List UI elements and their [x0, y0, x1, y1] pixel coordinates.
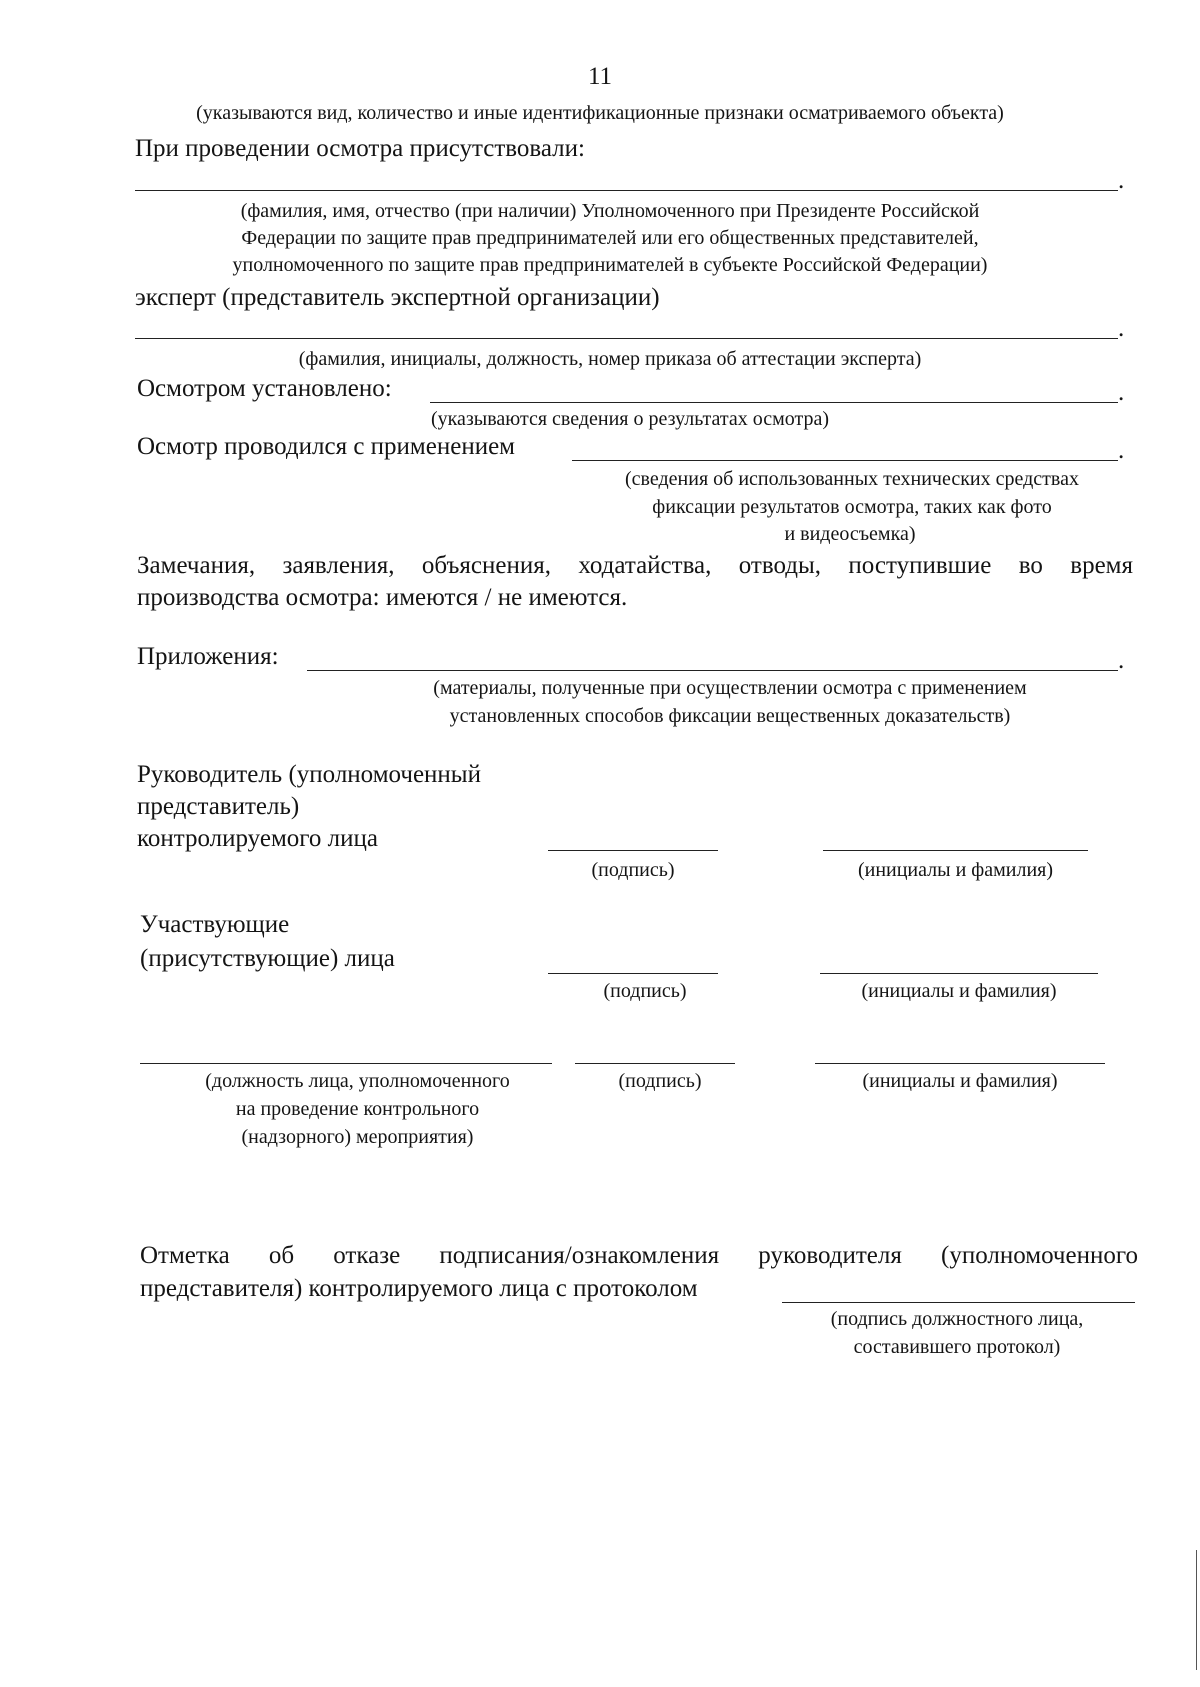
present-note-line-1: (фамилия, имя, отчество (при наличии) Уполномоченного при Президенте Российской	[240, 200, 980, 222]
remarks-line-2: производства осмотра: имеются / не имеются.	[137, 584, 628, 611]
participants-signature-note: (подпись)	[603, 980, 687, 1002]
present-line	[135, 190, 1118, 191]
refusal-line-2: представителя) контролируемого лица с протоколом	[140, 1275, 698, 1302]
established-label: Осмотром установлено:	[137, 375, 392, 402]
attachments-note-line-2: установленных способов фиксации вещественных доказательств)	[449, 705, 1011, 727]
head-label-line-1: Руководитель (уполномоченный	[137, 761, 481, 788]
official-note-line-2: на проведение контрольного	[235, 1098, 480, 1120]
means-note-line-2: фиксации результатов осмотра, таких как фото	[652, 496, 1052, 518]
scan-edge-mark	[1196, 1550, 1197, 1670]
established-line	[430, 402, 1118, 403]
participants-signature-line	[548, 973, 718, 974]
remarks-line-1: Замечания, заявления, объяснения, ходатайства, отводы, поступившие во время	[137, 552, 1133, 579]
participants-label-line-2: (присутствующие) лица	[140, 945, 395, 972]
head-label-line-3: контролируемого лица	[137, 825, 378, 852]
participants-initials-line	[820, 973, 1098, 974]
expert-heading: эксперт (представитель экспертной организации)	[135, 284, 660, 311]
expert-line	[135, 338, 1118, 339]
attachments-label: Приложения:	[137, 643, 279, 670]
means-note-line-1: (сведения об использованных технических средствах	[625, 468, 1079, 490]
attachments-line	[307, 670, 1118, 671]
participants-label-line-1: Участвующие	[140, 911, 290, 938]
official-signature-line	[575, 1063, 735, 1064]
object-note: (указываются вид, количество и иные идентификационные признаки осматриваемого объекта)	[196, 102, 1004, 124]
head-initials-note: (инициалы и фамилия)	[857, 859, 1054, 881]
expert-note: (фамилия, инициалы, должность, номер приказа об аттестации эксперта)	[298, 348, 922, 370]
official-note-line-1: (должность лица, уполномоченного	[205, 1070, 510, 1092]
head-signature-line	[548, 850, 718, 851]
head-signature-note: (подпись)	[591, 859, 675, 881]
page-number: 11	[587, 63, 613, 90]
refusal-note-line-2: составившего протокол)	[853, 1336, 1061, 1358]
established-line-period: .	[1118, 379, 1125, 406]
participants-initials-note: (инициалы и фамилия)	[861, 980, 1057, 1002]
means-label: Осмотр проводился с применением	[137, 433, 516, 460]
head-label-line-2: представитель)	[137, 793, 300, 820]
refusal-note-line-1: (подпись должностного лица,	[830, 1308, 1084, 1330]
means-line	[572, 460, 1118, 461]
attachments-line-period: .	[1118, 647, 1125, 674]
refusal-signature-line	[782, 1302, 1135, 1303]
present-note-line-3: уполномоченного по защите прав предпринимателей в субъекте Российской Федерации)	[232, 254, 988, 276]
means-note-line-3: и видеосъемка)	[784, 523, 916, 545]
expert-line-period: .	[1118, 315, 1125, 342]
official-note-line-3: (надзорного) мероприятия)	[241, 1126, 474, 1148]
official-initials-line	[815, 1063, 1105, 1064]
official-initials-note: (инициалы и фамилия)	[862, 1070, 1058, 1092]
head-initials-line	[823, 850, 1088, 851]
present-heading: При проведении осмотра присутствовали:	[135, 135, 585, 162]
official-signature-note: (подпись)	[618, 1070, 702, 1092]
present-note-line-2: Федерации по защите прав предпринимателей или его общественных представителей,	[241, 227, 979, 249]
established-note: (указываются сведения о результатах осмотра)	[430, 408, 830, 430]
refusal-line-1: Отметка об отказе подписания/ознакомления руководителя (уполномоченного	[140, 1242, 1138, 1269]
attachments-note-line-1: (материалы, полученные при осуществлении осмотра с применением	[433, 677, 1027, 699]
official-position-line	[140, 1063, 552, 1064]
present-line-period: .	[1118, 167, 1125, 194]
means-line-period: .	[1118, 437, 1125, 464]
